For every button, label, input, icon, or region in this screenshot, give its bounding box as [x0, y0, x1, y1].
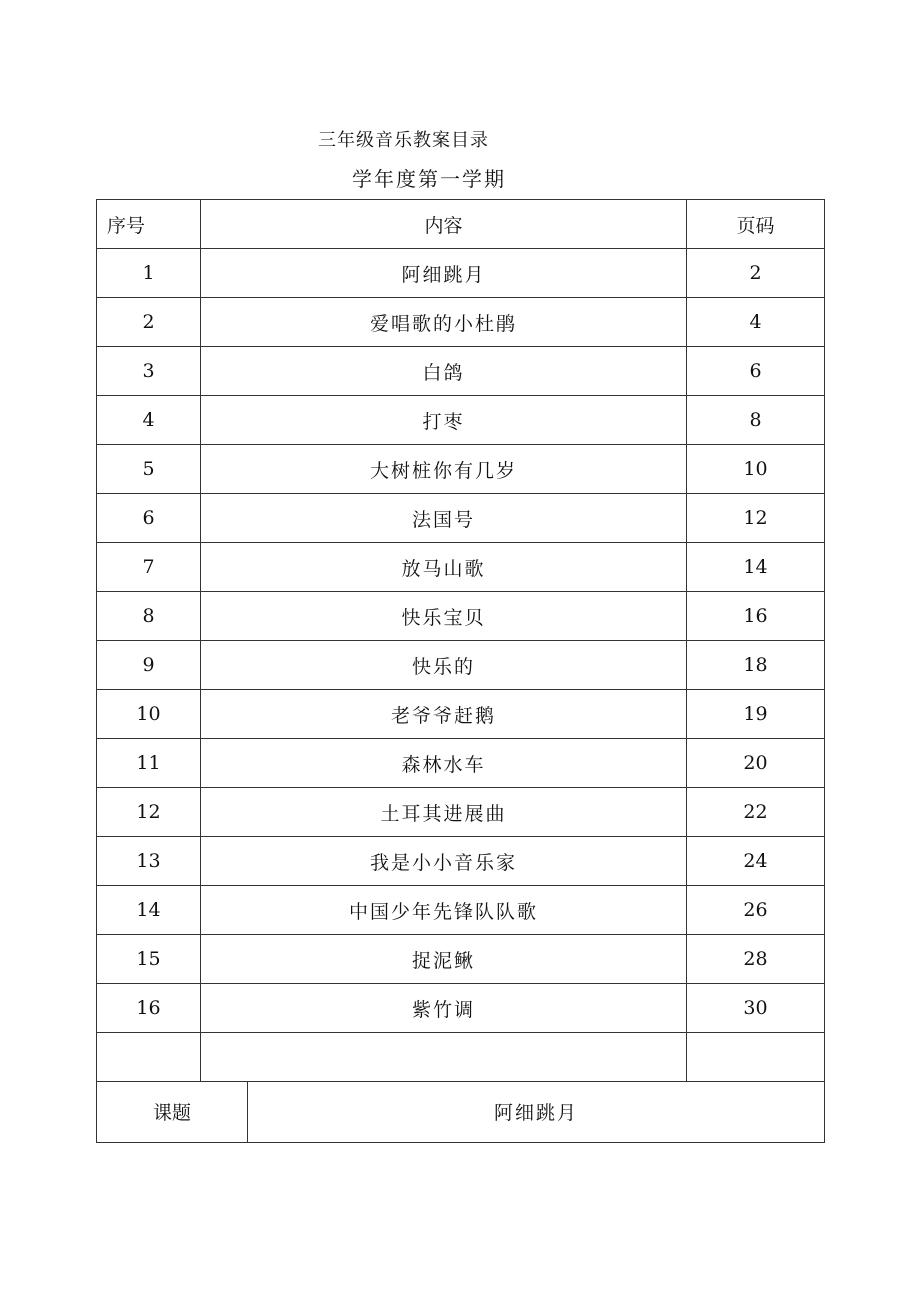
row-page: 4 [687, 298, 825, 347]
row-num: 4 [97, 396, 201, 445]
empty-cell [201, 1033, 687, 1082]
table-row [97, 690, 825, 739]
header-content: 内容 [201, 200, 687, 249]
row-page: 10 [687, 445, 825, 494]
row-page: 16 [687, 592, 825, 641]
table-row [97, 984, 825, 1033]
row-content: 法国号 [201, 494, 687, 543]
row-num: 11 [97, 739, 201, 788]
row-page: 24 [687, 837, 825, 886]
row-page: 20 [687, 739, 825, 788]
row-page: 14 [687, 543, 825, 592]
table-row [97, 641, 825, 690]
row-page: 2 [687, 249, 825, 298]
row-num: 13 [97, 837, 201, 886]
row-content: 阿细跳月 [201, 249, 687, 298]
row-content: 快乐的 [201, 641, 687, 690]
table-row-empty [97, 1033, 825, 1082]
table-row [97, 396, 825, 445]
toc-header-row [97, 200, 825, 249]
table-row [97, 347, 825, 396]
row-page: 22 [687, 788, 825, 837]
row-page: 18 [687, 641, 825, 690]
table-row [97, 298, 825, 347]
row-content: 中国少年先锋队队歌 [201, 886, 687, 935]
table-row [97, 592, 825, 641]
row-num: 14 [97, 886, 201, 935]
row-content: 老爷爷赶鹅 [201, 690, 687, 739]
row-page: 12 [687, 494, 825, 543]
row-content: 放马山歌 [201, 543, 687, 592]
row-content: 捉泥鳅 [201, 935, 687, 984]
row-num: 5 [97, 445, 201, 494]
row-page: 8 [687, 396, 825, 445]
table-row [97, 543, 825, 592]
row-content: 打枣 [201, 396, 687, 445]
row-page: 6 [687, 347, 825, 396]
table-row [97, 445, 825, 494]
lesson-label: 课题 [97, 1081, 248, 1142]
row-num: 16 [97, 984, 201, 1033]
row-num: 15 [97, 935, 201, 984]
row-num: 10 [97, 690, 201, 739]
row-num: 6 [97, 494, 201, 543]
row-num: 9 [97, 641, 201, 690]
lesson-value: 阿细跳月 [248, 1081, 825, 1142]
page-title: 三年级音乐教案目录 [318, 130, 489, 151]
row-content: 我是小小音乐家 [201, 837, 687, 886]
row-content: 爱唱歌的小杜鹃 [201, 298, 687, 347]
table-row [97, 837, 825, 886]
row-page: 28 [687, 935, 825, 984]
row-num: 7 [97, 543, 201, 592]
row-num: 8 [97, 592, 201, 641]
row-num: 3 [97, 347, 201, 396]
table-row [97, 935, 825, 984]
header-num: 序号 [97, 200, 201, 249]
row-num: 1 [97, 249, 201, 298]
row-num: 12 [97, 788, 201, 837]
empty-cell [97, 1033, 201, 1082]
lesson-row [97, 1081, 825, 1142]
row-content: 大树桩你有几岁 [201, 445, 687, 494]
row-content: 白鸽 [201, 347, 687, 396]
table-row [97, 249, 825, 298]
empty-cell [687, 1033, 825, 1082]
toc-table [96, 199, 825, 1082]
row-content: 紫竹调 [201, 984, 687, 1033]
row-content: 森林水车 [201, 739, 687, 788]
row-page: 26 [687, 886, 825, 935]
lesson-table [96, 1081, 825, 1143]
row-page: 19 [687, 690, 825, 739]
table-row [97, 494, 825, 543]
row-content: 快乐宝贝 [201, 592, 687, 641]
header-page: 页码 [687, 200, 825, 249]
page-subtitle: 学年度第一学期 [352, 167, 506, 191]
table-row [97, 739, 825, 788]
table-row [97, 886, 825, 935]
row-page: 30 [687, 984, 825, 1033]
table-row [97, 788, 825, 837]
row-num: 2 [97, 298, 201, 347]
row-content: 土耳其进展曲 [201, 788, 687, 837]
